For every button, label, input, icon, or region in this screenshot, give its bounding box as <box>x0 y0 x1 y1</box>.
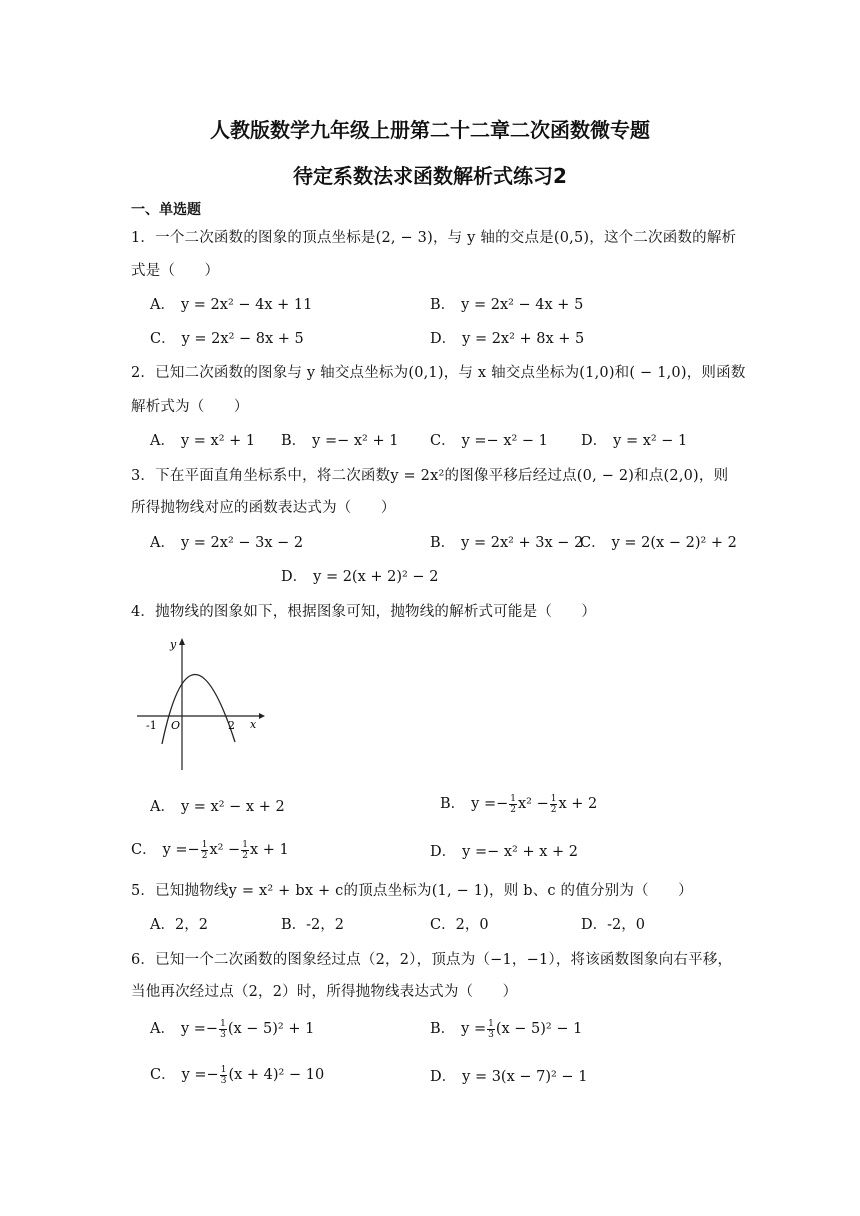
fraction-one-half: $\frac{1}{2}$ <box>242 839 248 861</box>
y-axis-label: y <box>170 638 177 651</box>
q6-stem-line1: 6．已知一个二次函数的图象经过点（2，2），顶点为（−1，−1），将该函数图象向右平移， <box>131 952 733 968</box>
q4-option-c[interactable]: C． y =− $\frac{1}{2}$ x² − $\frac{1}{2}$ x + 1 <box>131 839 289 861</box>
q6-option-c[interactable]: C． y =− $\frac{1}{3}$ (x + 4)² − 10 <box>150 1064 325 1086</box>
q4-option-d[interactable]: D． y =− x² + x + 2 <box>430 844 578 860</box>
section-heading: 一、单选题 <box>131 202 201 218</box>
q4-option-a[interactable]: A． y = x² − x + 2 <box>150 799 285 815</box>
q4-option-b[interactable]: B． y =− $\frac{1}{2}$ x² − $\frac{1}{2}$ x + 2 <box>440 793 598 815</box>
q1-stem-line2: 式是（ ） <box>131 263 220 279</box>
q6-option-b[interactable]: B． y = $\frac{1}{3}$ (x − 5)² − 1 <box>430 1018 583 1040</box>
q2-option-a[interactable]: A． y = x² + 1 <box>150 433 256 449</box>
fraction-one-half: $\frac{1}{2}$ <box>201 839 208 861</box>
q6-option-a[interactable]: A． y =− $\frac{1}{3}$ (x − 5)² + 1 <box>150 1018 315 1040</box>
q2-stem-line2: 解析式为（ ） <box>131 399 249 415</box>
q1-option-d[interactable]: D． y = 2x² + 8x + 5 <box>430 331 585 347</box>
q3-stem-line2: 所得抛物线对应的函数表达式为（ ） <box>131 500 396 516</box>
fraction-one-third: $\frac{1}{3}$ <box>220 1064 227 1086</box>
origin-label: O <box>171 719 181 732</box>
q1-option-a[interactable]: A． y = 2x² − 4x + 11 <box>150 297 313 313</box>
q5-stem-line1: 5．已知抛物线y = x² + bx + c的顶点坐标为(1, − 1)，则 b、c 的值分别为（ ） <box>131 883 693 899</box>
fraction-one-half: $\frac{1}{2}$ <box>510 793 516 815</box>
q2-option-b[interactable]: B． y =− x² + 1 <box>281 433 399 449</box>
fraction-one-third: $\frac{1}{3}$ <box>220 1018 226 1040</box>
q2-option-d[interactable]: D． y = x² − 1 <box>581 433 688 449</box>
q5-option-a[interactable]: A．2，2 <box>150 917 208 933</box>
q3-option-d[interactable]: D． y = 2(x + 2)² − 2 <box>281 569 439 585</box>
q2-option-c[interactable]: C． y =− x² − 1 <box>430 433 548 449</box>
title-line-1: 人教版数学九年级上册第二十二章二次函数微专题 <box>210 118 650 142</box>
q6-stem-line2: 当他再次经过点（2，2）时，所得抛物线表达式为（ ） <box>131 984 518 1000</box>
fraction-one-half: $\frac{1}{2}$ <box>550 793 557 815</box>
q5-option-c[interactable]: C．2，0 <box>430 917 489 933</box>
parabola-graph <box>133 632 267 772</box>
tick-two: 2 <box>228 719 235 732</box>
q1-stem-line1: 1．一个二次函数的图象的顶点坐标是(2, − 3)，与 y 轴的交点是(0,5)，这个二次函数的解析 <box>131 230 737 246</box>
q3-option-c[interactable]: C． y = 2(x − 2)² + 2 <box>580 535 737 551</box>
q3-stem-line1: 3．下在平面直角坐标系中，将二次函数y = 2x²的图像平移后经过点(0, − 2)和点(2,0)，则 <box>131 468 729 484</box>
title-line-2: 待定系数法求函数解析式练习2 <box>293 164 567 188</box>
q1-option-c[interactable]: C． y = 2x² − 8x + 5 <box>150 331 304 347</box>
q5-option-d[interactable]: D．-2，0 <box>581 917 645 933</box>
x-axis-arrow <box>259 713 265 719</box>
q5-option-b[interactable]: B．-2，2 <box>281 917 345 933</box>
y-axis-arrow <box>179 638 185 645</box>
q6-option-d[interactable]: D． y = 3(x − 7)² − 1 <box>430 1069 588 1085</box>
q1-option-b[interactable]: B． y = 2x² − 4x + 5 <box>430 297 584 313</box>
q4-stem-line1: 4．抛物线的图象如下，根据图象可知，抛物线的解析式可能是（ ） <box>131 604 597 620</box>
x-axis-label: x <box>250 718 257 731</box>
q2-stem-line1: 2．已知二次函数的图象与 y 轴交点坐标为(0,1)，与 x 轴交点坐标为(1,0)和( − 1,0)，则函数 <box>131 365 746 381</box>
tick-neg-one: -1 <box>146 719 157 732</box>
parabola-curve <box>162 674 235 744</box>
fraction-one-third: $\frac{1}{3}$ <box>488 1018 494 1040</box>
q3-option-a[interactable]: A． y = 2x² − 3x − 2 <box>150 535 304 551</box>
q3-option-b[interactable]: B． y = 2x² + 3x − 2 <box>430 535 584 551</box>
